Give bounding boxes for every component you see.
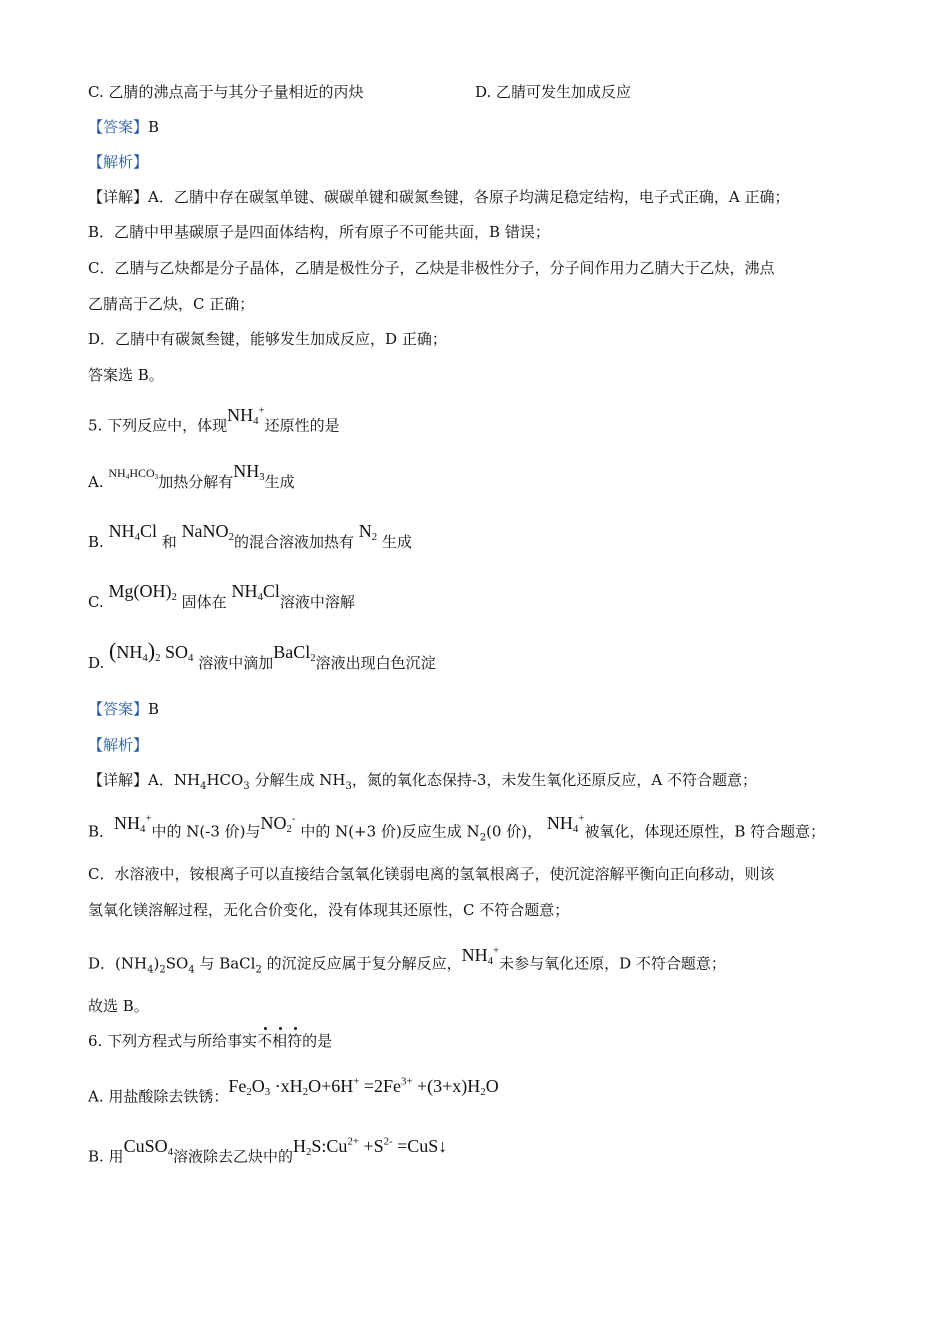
detail-label: 【详解】: [88, 771, 149, 789]
option-c-t1: 固体在: [181, 593, 227, 611]
detail-d1: D．(NH: [88, 954, 148, 973]
q5-option-a: [88, 461, 295, 497]
formula-nh4hco3: NH4HCO3: [108, 466, 159, 482]
option-d-t1: 溶液中滴加: [198, 654, 274, 672]
formula-nh4-ion: $NH_4^+$: [114, 812, 152, 835]
q4-detail-b: B．乙腈中甲基碳原子是四面体结构，所有原子不可能共面，B 错误；: [88, 223, 550, 241]
q5-stem-a: 5. 下列反应中，体现: [88, 416, 228, 435]
formula-nano2: NaNO$_2$: [181, 521, 234, 544]
formula-nh4-ion: $NH_4^+$: [227, 404, 265, 427]
detail-a-text: A．乙腈中存在碳氢单键、碳碳单键和碳氮叁键，各原子均满足稳定结构，电子式正确，A 正确；: [148, 188, 790, 206]
option-d-prefix: D.: [88, 654, 110, 672]
q5-detail-d: D．$(NH_4)_2SO_4$ 与 BaCl$_2$ 的沉淀反应属于复分解反应，$NH_4^+$未参与氧化还原，D 不符合题意；: [88, 944, 726, 976]
detail-d4: 与 BaCl: [199, 954, 256, 973]
q5-detail-c2: 氢氧化镁溶解过程，无化合价变化，没有体现其还原性，C 不符合题意；: [88, 901, 570, 919]
formula-nh4-ion: $NH_4^+$: [461, 944, 500, 967]
option-b-t1: 和: [161, 533, 177, 551]
q6-stem-a: 6. 下列方程式与所给事实: [88, 1032, 258, 1050]
q4-answer: [88, 117, 159, 137]
formula-nh3: $NH_3$: [233, 461, 265, 484]
formula-nh4cl: $NH_4Cl$: [231, 581, 280, 604]
detail-b1: 中的 N(-3 价)与: [151, 822, 261, 841]
option-a-prefix: A.: [88, 473, 109, 491]
emphasis-char: 符: [287, 1032, 303, 1050]
q4-analysis-label: 【解析】: [88, 153, 149, 171]
q6-option-a: [88, 1075, 499, 1112]
equation-h2s-cus: $H_2S:Cu^{2+} +S^{2-}$ =CuS↓: [293, 1135, 448, 1158]
q4-option-d: D. 乙腈可发生加成反应: [475, 83, 632, 101]
option-a-t2: 生成: [264, 473, 295, 491]
q5-option-d: [88, 638, 436, 678]
q5-detail-b: B．$NH_4^+$中的 N(-3 价)与$NO_2^-$ 中的 N(+3 价)反应生成 $N_2(0$ 价)， $NH_4^+$被氧化，体现还原性，B 符合题意；: [88, 812, 826, 844]
q4-detail-c2: 乙腈高于乙炔，C 正确；: [88, 295, 255, 313]
detail-b4: 被氧化，体现还原性，B 符合题意；: [584, 822, 826, 841]
q6-stem: [88, 1031, 332, 1051]
answer-value: B: [148, 118, 160, 136]
formula-cuso4: CuSO$_4$: [123, 1135, 173, 1158]
formula-nh4cl: $NH_4Cl$: [108, 521, 157, 544]
detail-b-prefix: B．: [88, 822, 115, 841]
q5-stem: [88, 404, 340, 441]
formula-no2-ion: $NO_2^-$: [260, 812, 296, 835]
q4-detail-c1: C．乙腈与乙炔都是分子晶体，乙腈是极性分子，乙炔是非极性分子，分子间作用力乙腈大于乙炔，沸点: [88, 259, 775, 277]
detail-a4: ，氮的氧化态保持-3，未发生氧化还原反应，A 不符合题意；: [351, 771, 758, 789]
detail-label: 【详解】: [88, 188, 149, 206]
option-b-t2: 溶液除去乙炔中的: [172, 1147, 293, 1166]
q4-detail-a: [88, 187, 789, 207]
q4-conclusion: 答案选 B。: [88, 366, 164, 384]
q6-stem-b: 的是: [302, 1032, 333, 1050]
option-b-t2: 的混合溶液加热有: [233, 533, 354, 551]
option-a-text: A. 用盐酸除去铁锈：: [88, 1087, 229, 1106]
detail-d3: SO: [165, 954, 189, 973]
q5-analysis-label: 【解析】: [88, 736, 149, 754]
emphasis-char: 不: [257, 1032, 273, 1050]
detail-a1: A．NH: [148, 771, 201, 789]
detail-d2: ): [153, 954, 160, 973]
answer-label: 【答案】: [88, 700, 149, 718]
q5-answer: [88, 699, 159, 719]
q6-option-b: [88, 1135, 448, 1172]
formula-bacl2: BaCl$_2$: [273, 642, 316, 665]
option-a-t1: 加热分解有: [158, 473, 234, 491]
q5-conclusion: 故选 B。: [88, 997, 149, 1015]
q4-detail-d: D．乙腈中有碳氮叁键，能够发生加成反应，D 正确；: [88, 330, 447, 348]
option-d-t2: 溶液出现白色沉淀: [315, 654, 436, 672]
equation-rust-removal: $Fe_2O_3 \cdot xH_2O+6H^+ =2Fe^{3+} +(3+x)H_2O$: [228, 1075, 499, 1098]
q5-option-b: [88, 521, 412, 557]
q5-option-c: [88, 581, 355, 617]
detail-a2: HCO: [206, 771, 244, 789]
detail-a3: 分解生成 NH: [254, 771, 346, 789]
q5-detail-a: 【详解】A．$NH_4HCO_3$ 分解生成 $NH_3$，氮的氧化态保持-3，未发生氧化还原反应，A 不符合题意；: [88, 771, 758, 792]
answer-value: B: [148, 700, 160, 718]
q4-option-c: C. 乙腈的沸点高于与其分子量相近的丙炔: [88, 83, 364, 101]
option-b-prefix: B.: [88, 533, 109, 551]
q5-detail-c1: C．水溶液中，铵根离子可以直接结合氢氧化镁弱电离的氢氧根离子，使沉淀溶解平衡向正向移动，则该: [88, 865, 775, 883]
detail-b3: (0 价)，: [486, 822, 543, 841]
answer-label: 【答案】: [88, 118, 149, 136]
formula-n2: $N_2$: [358, 521, 378, 544]
formula-mgoh2: $Mg(OH)_2$: [108, 581, 177, 604]
detail-d6: 未参与氧化还原，D 不符合题意；: [499, 954, 726, 973]
option-b-t3: 生成: [381, 533, 412, 551]
detail-b2: 中的 N(+3 价)反应生成 N: [300, 822, 480, 841]
option-c-t2: 溶液中溶解: [279, 593, 355, 611]
formula-nh4-2so4: $(NH_4)_2$ $SO_4$: [109, 638, 194, 665]
option-c-prefix: C.: [88, 593, 109, 611]
formula-nh4-ion: $NH_4^+$: [546, 812, 585, 835]
emphasis-char: 相: [272, 1032, 288, 1050]
option-b-t1: B. 用: [88, 1147, 124, 1166]
detail-d5: 的沉淀反应属于复分解反应，: [266, 954, 462, 973]
q5-stem-b: 还原性的是: [264, 416, 340, 435]
